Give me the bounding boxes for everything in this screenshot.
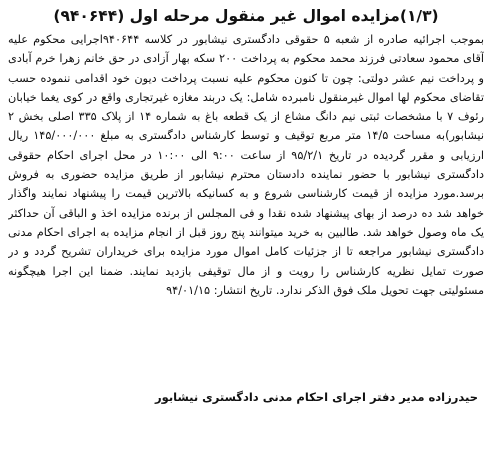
notice-signature: حیدرزاده مدیر دفتر اجرای احکام مدنی دادگستری نیشابور xyxy=(155,390,478,404)
notice-title: (۱/۳)مزایده اموال غیر منقول مرحله اول (۹۴۰۶۴۴) xyxy=(53,7,439,25)
notice-body: بموجب اجرائیه صادره از شعبه ۵ حقوقی دادگستری نیشابور در کلاسه ۹۴۰۶۴۴اجرایی محکوم علیه آقای محمود سعادتی فرزند محمد محکوم به پرداخت ۲۰۰ سکه بهار آزادی در حق خانم زهرا خرم آبادی و پرداخت نیم عشر دولتی: چون تا کنون محکوم علیه نسبت پرداخت دیون خود اقدامی ننموده حسب تقاضای محکوم لها اموال غیرمنقول نامبرده شامل: یک دربند مغازه غیرتجاری واقع در کوی یغما خیابان رئوف ۷ با مشخصات ثبتی نیم دانگ مشاع از یک قطعه باغ به شماره ۱۴ از پلاک ۳۳۵ اصلی بخش ۲ نیشابور)به مساحت ۱۴/۵ متر مربع توقیف و توسط کارشناس دادگستری به مبلغ ۱۴۵/۰۰۰/۰۰۰ ریال ارزیابی و مقرر گردیده در تاریخ ۹۵/۲/۱ از ساعت ۹:۰۰ الی ۱۰:۰۰ در محل اجرای احکام حقوقی دادگستری نیشابور با حضور نماینده دادستان محترم نیشابور از طریق مزایده حضوری به فروش برسد.مورد مزایده از قیمت کارشناسی شروع و به کسانیکه بالاترین قیمت را پیشنهاد نمایند واگذار خواهد شد ده درصد از بهای پیشنهاد شده نقدا و فی المجلس از برنده مزایده اخذ و الباقی آن حداکثر یک ماه وصول خواهد شد. طالبین به خرید میتوانند پنج روز قبل از انجام مزایده به اجرای احکام مدنی دادگستری نیشابور مراجعه تا از جزئیات کامل اموال مورد مزایده برای خریداران تشریح گردد و در صورت تمایل نظریه کارشناس را رویت و از مال توقیفی بازدید نمایند. ضمنا این اجرا هیچگونه مسئولیتی جهت تحویل ملک فوق الذکر ندارد. تاریخ انتشار: ۹۴/۰۱/۱۵ xyxy=(8,33,484,297)
